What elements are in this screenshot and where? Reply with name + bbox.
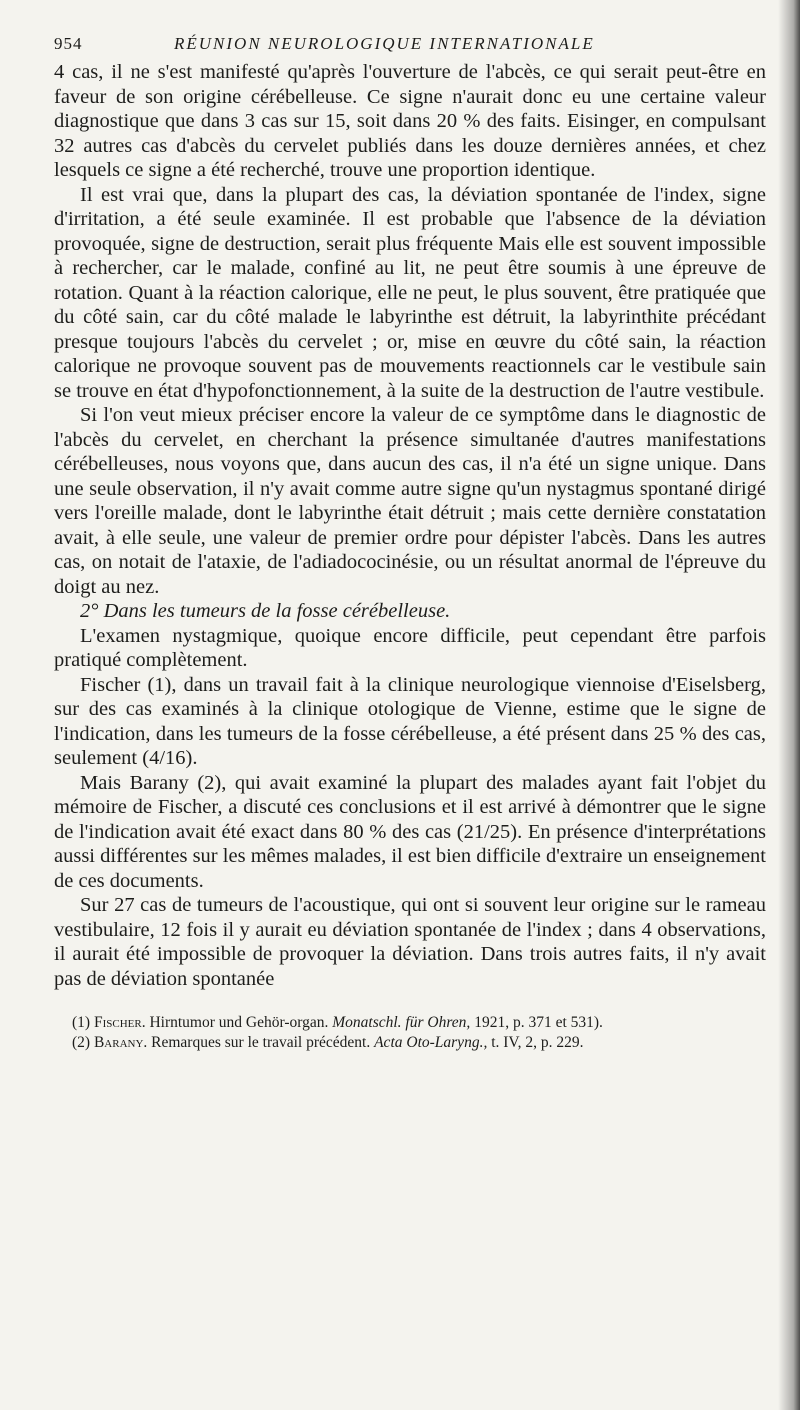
footnotes	[54, 1013, 766, 1053]
footnote-text: Remarques sur le travail précédent.	[151, 1034, 371, 1051]
footnote-text: Hirntumor und Gehör-organ.	[149, 1014, 329, 1031]
footnote-rest: t. IV, 2, p. 229.	[491, 1034, 584, 1051]
running-header	[54, 30, 766, 60]
paragraph: Fischer (1), dans un travail fait à la clinique neurologique viennoise d'Eiselsberg, sur des cas examinés à la clinique otologique de Vienne, estime que le signe de l'indication, dans les tumeurs de la fosse cérébelleuse, a été présent dans 25 % des cas, seulement (4/16).	[54, 673, 766, 769]
footnote-author: Barany.	[93, 1034, 148, 1051]
page-number: 954	[54, 34, 83, 53]
footnote-journal: Monatschl. für Ohren,	[332, 1014, 471, 1031]
footnote	[54, 1013, 766, 1033]
book-page	[54, 30, 766, 1053]
paragraph: L'examen nystagmique, quoique encore difficile, peut cependant être parfois pratiqué complètement.	[54, 624, 766, 671]
section-heading: 2° Dans les tumeurs de la fosse cérébelleuse.	[80, 600, 451, 622]
footnote	[54, 1033, 766, 1053]
footnote-author: Fischer.	[93, 1014, 146, 1031]
paragraph: Il est vrai que, dans la plupart des cas, la déviation spontanée de l'index, signe d'irritation, a été seule examinée. Il est probable que l'absence de la déviation provoquée, signe de destruction, serait plus fréquente Mais elle est souvent impossible à rechercher, car le malade, confiné au lit, ne peut être soumis à une épreuve de rotation. Quant à la réaction calorique, elle ne peut, le plus souvent, être pratiquée que du côté sain, car du côté malade le labyrinthe est détruit, la labyrinthite précédant presque toujours l'abcès du cervelet ; or, mise en œuvre du côté sain, la réaction calorique ne provoque souvent pas de mouvements reactionnels car le vestibule sain se trouve en état d'hypofonctionnement, à la suite de la destruction de l'autre vestibule.	[54, 183, 766, 402]
body-text	[54, 60, 766, 991]
paragraph: Sur 27 cas de tumeurs de l'acoustique, qui ont si souvent leur origine sur le rameau vestibulaire, 12 fois il y aurait eu déviation spontanée de l'index ; dans 4 observations, il aurait été impossible de provoquer la déviation. Dans trois autres faits, il n'y avait pas de déviation spontanée	[54, 894, 766, 990]
page-edge-shadow	[778, 0, 800, 1410]
footnote-number: (1)	[72, 1014, 91, 1031]
running-title: RÉUNION NEUROLOGIQUE INTERNATIONALE	[174, 34, 595, 53]
paragraph: Mais Barany (2), qui avait examiné la plupart des malades ayant fait l'objet du mémoire de Fischer, a discuté ces conclusions et il est arrivé à démontrer que le signe de l'indication avait été exact dans 80 % des cas (21/25). En présence d'interprétations aussi différentes sur les mêmes malades, il est bien difficile d'extraire un enseignement de ces documents.	[54, 771, 766, 892]
paragraph: 4 cas, il ne s'est manifesté qu'après l'ouverture de l'abcès, ce qui serait peut-être en faveur de son origine cérébelleuse. Ce signe n'aurait donc eu une certaine valeur diagnostique que dans 3 cas sur 15, soit dans 20 % des faits. Eisinger, en compulsant 32 autres cas d'abcès du cervelet publiés dans les douze dernières années, et chez lesquels ce signe a été recherché, trouve une proportion identique.	[54, 61, 766, 181]
footnote-number: (2)	[72, 1034, 91, 1051]
footnote-journal: Acta Oto-Laryng.,	[374, 1034, 488, 1051]
footnote-rest: 1921, p. 371 et 531).	[474, 1014, 603, 1031]
paragraph: Si l'on veut mieux préciser encore la valeur de ce symptôme dans le diagnostic de l'abcès du cervelet, en cherchant la présence simultanée d'autres manifestations cérébelleuses, nous voyons que, dans aucun des cas, il n'a été un signe unique. Dans une seule observation, il n'y avait comme autre signe qu'un nystagmus spontané dirigé vers l'oreille malade, dont le labyrinthe était détruit ; mais cette dernière constatation avait, à elle seule, une valeur de premier ordre pour dépister l'abcès. Dans les autres cas, on notait de l'ataxie, de l'adiadococinésie, ou un résultat anormal de l'épreuve du doigt au nez.	[54, 404, 766, 598]
